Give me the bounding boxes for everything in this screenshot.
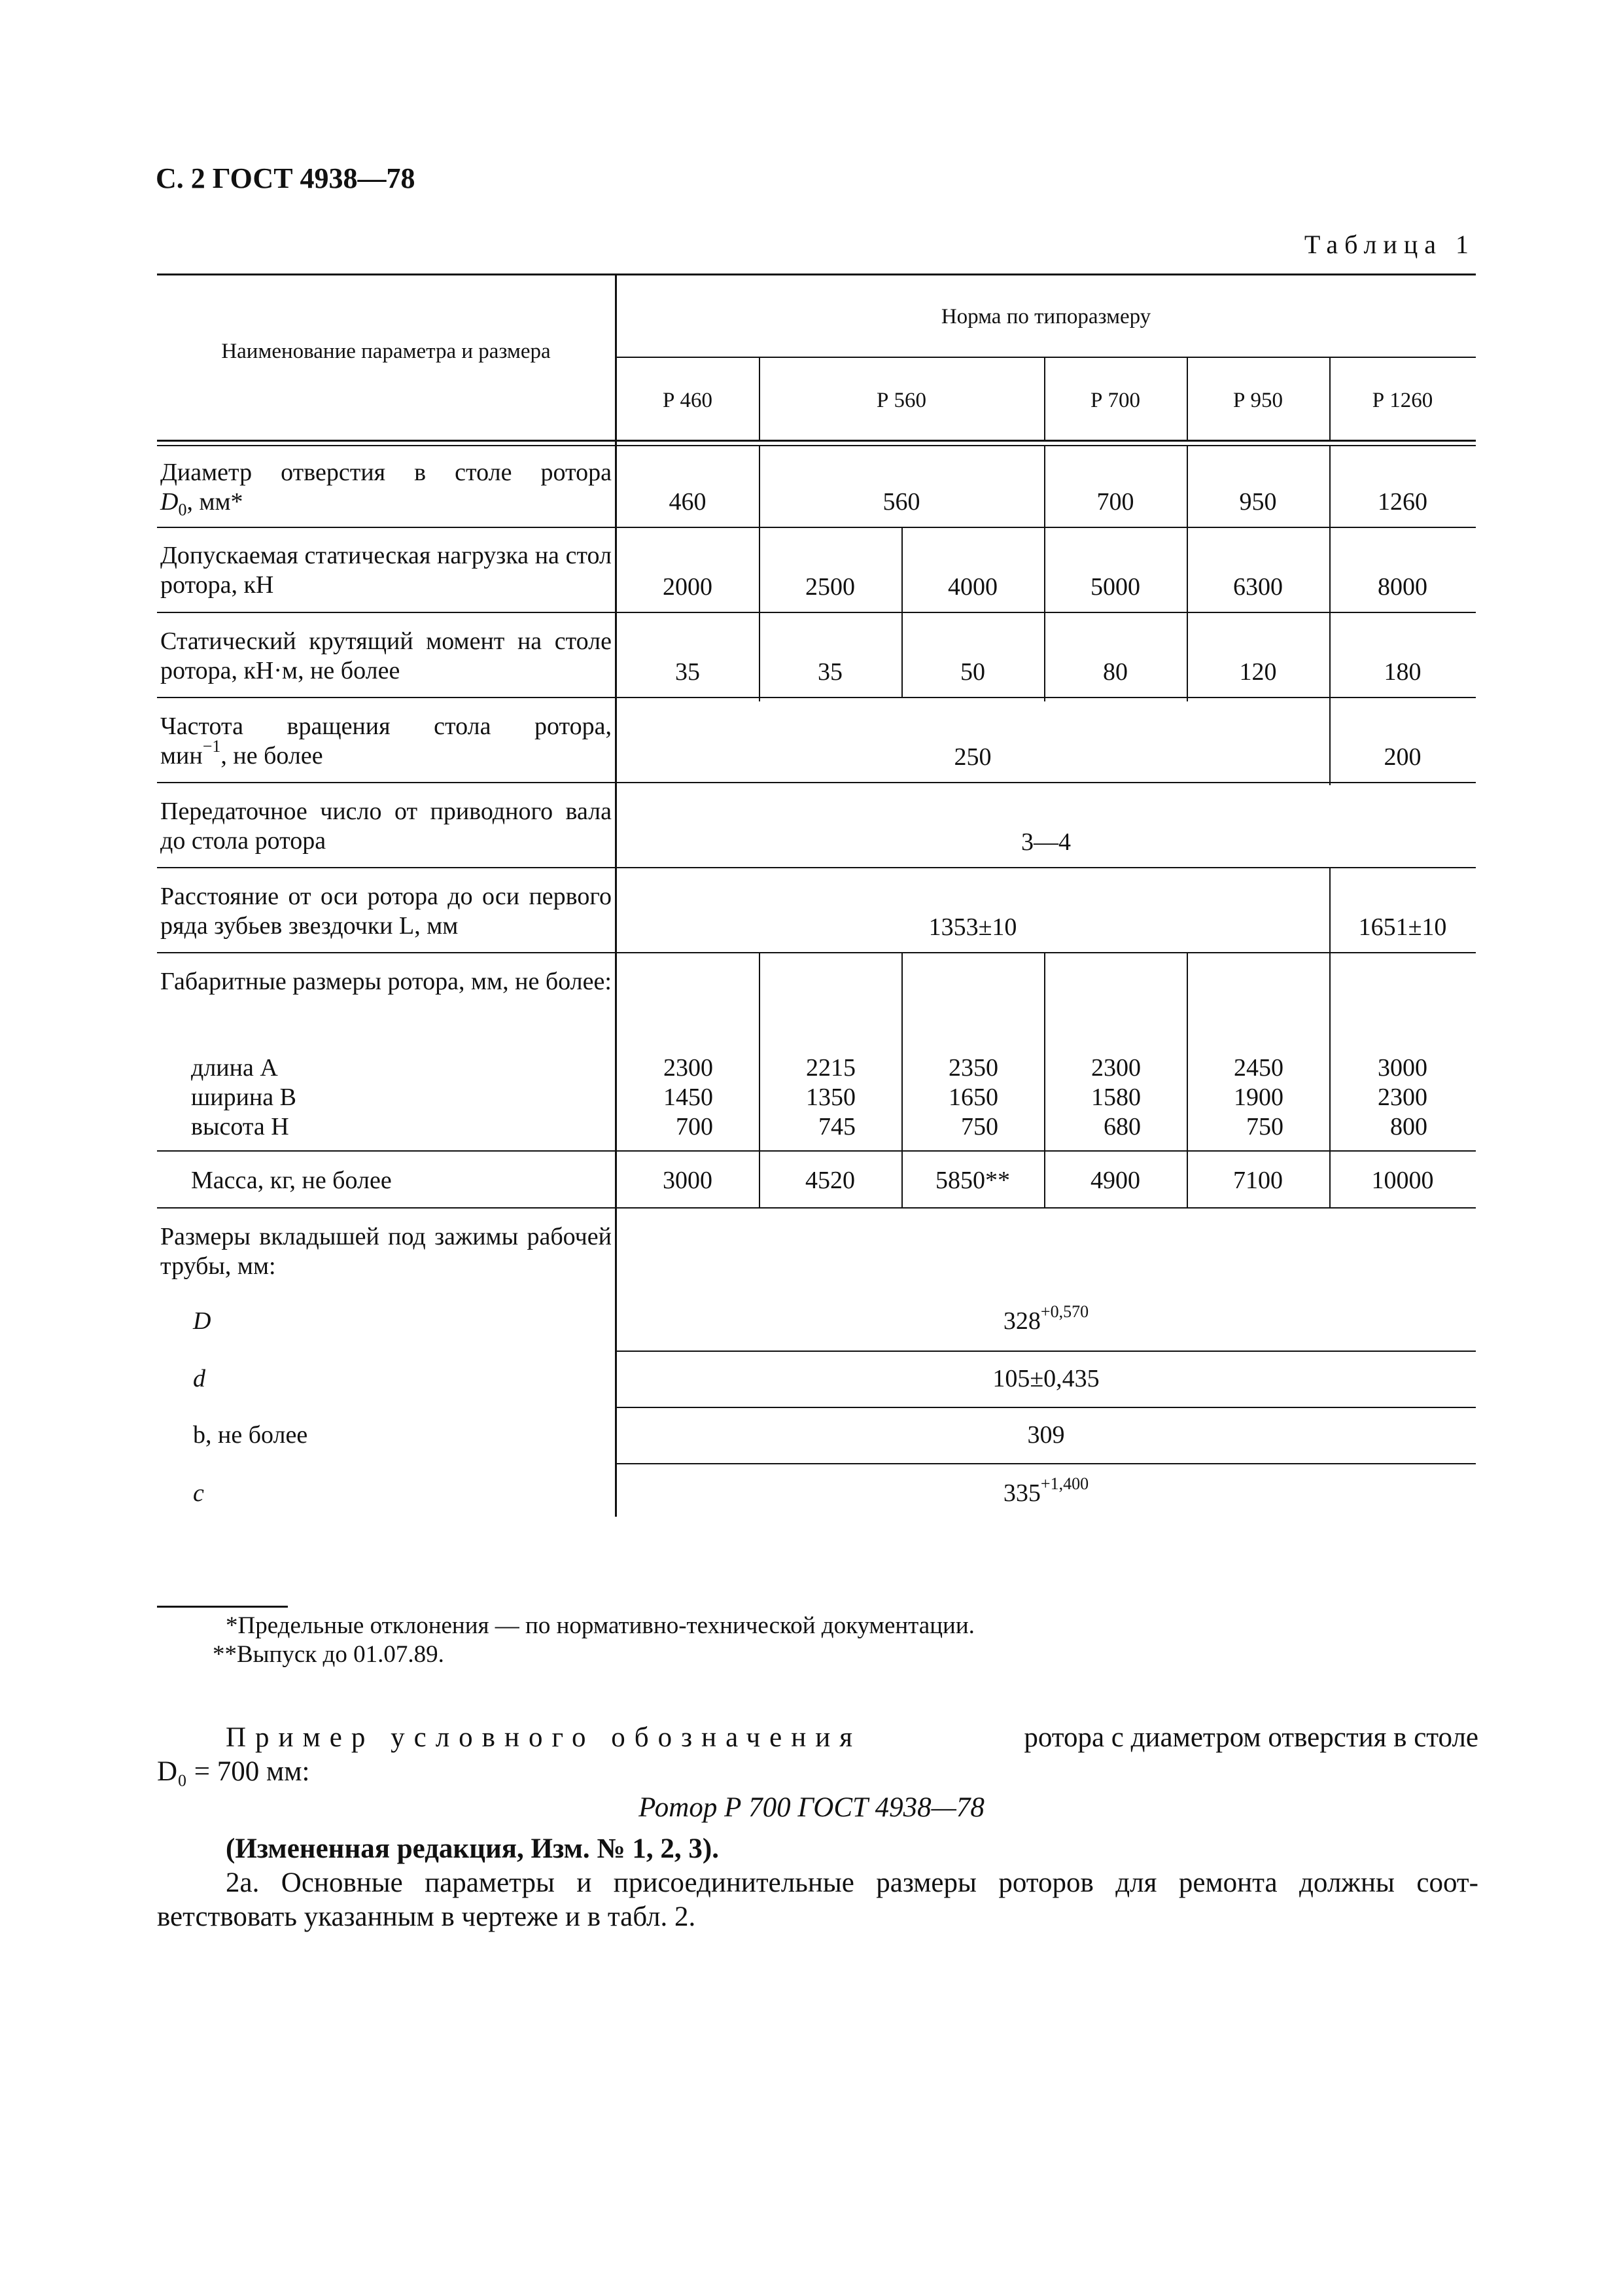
table-cell: 5000	[1091, 573, 1140, 601]
table-cell: 35	[675, 658, 700, 686]
sub-label-length: длина A	[191, 1054, 278, 1082]
table-cell: 700	[1096, 488, 1134, 516]
example-paragraph	[226, 1721, 1478, 1755]
table-cell: 1651±10	[1358, 913, 1447, 941]
table-cell: 2300	[663, 1054, 713, 1082]
liner-label-c: c	[193, 1479, 204, 1507]
table-cell: 80	[1103, 658, 1128, 686]
table-cell: 950	[1239, 488, 1277, 516]
revision-note: (Измененная редакция, Изм. № 1, 2, 3).	[226, 1833, 719, 1864]
table-cell: 2500	[805, 573, 855, 601]
table-cell: 800	[1390, 1113, 1427, 1140]
table-cell: 560	[882, 488, 920, 516]
table-cell: 6300	[1233, 573, 1283, 601]
table-cell: $328^{+0,570}$	[1003, 1302, 1089, 1335]
table-cell: 2300	[1091, 1054, 1141, 1082]
row-name-frequency: Частота вращения стола ротора,	[160, 713, 612, 740]
row-name-distance: Расстояние от оси ротора до оси первого ряда зубьев звездочки L, мм	[160, 883, 612, 940]
type-header: Р 1260	[1372, 389, 1433, 412]
example-line2: D₀ = 700 мм:	[157, 1756, 310, 1787]
row-name-diameter-symbol: $D_0$, мм*	[160, 488, 243, 520]
table-cell: 5850**	[935, 1167, 1010, 1194]
row-name-dimensions: Габаритные размеры ротора, мм, не более:	[160, 968, 612, 995]
table-cell: 35	[818, 658, 843, 686]
table-cell: 250	[954, 743, 992, 771]
table-cell: 105±0,435	[992, 1365, 1100, 1392]
table-cell: 4520	[805, 1167, 855, 1194]
table-cell: 3000	[663, 1167, 712, 1194]
table-cell: 745	[818, 1113, 856, 1140]
page-header: С. 2 ГОСТ 4938—78	[156, 162, 415, 194]
row-name-liners: Размеры вкладышей под зажимы рабочей трубы, мм:	[160, 1223, 612, 1280]
table-caption: Таблица 1	[1304, 230, 1475, 259]
type-header: Р 700	[1090, 389, 1141, 412]
table-cell: 2450	[1234, 1054, 1283, 1082]
row-name-mass: Масса, кг, не более	[191, 1167, 392, 1194]
table-cell: 4900	[1091, 1167, 1140, 1194]
sub-label-width: ширина B	[191, 1084, 296, 1111]
table-cell: 1450	[663, 1084, 713, 1111]
table-cell: 10000	[1371, 1167, 1434, 1194]
liner-label-D: D	[193, 1307, 211, 1335]
type-header: Р 460	[662, 389, 713, 412]
example-text: ротора с диаметром отверстия в столе	[1024, 1722, 1478, 1753]
row-name-ratio: Передаточное число от приводного вала до стола ротора	[160, 798, 612, 855]
table-cell: 7100	[1233, 1167, 1283, 1194]
liner-label-d: d	[193, 1365, 205, 1392]
type-header: Р 560	[876, 389, 927, 412]
table-cell: 750	[1246, 1113, 1283, 1140]
row-name-diameter: Диаметр отверстия в столе ротора	[160, 459, 612, 486]
para-2a-line1: 2а. Основные параметры и присоединительные размеры роторов для ремонта должны соот-	[226, 1867, 1478, 1898]
table-cell: 4000	[948, 573, 998, 601]
table-cell: 200	[1384, 743, 1422, 771]
table-cell: 1260	[1378, 488, 1427, 516]
table-cell: 2000	[663, 573, 712, 601]
table-cell: $335^{+1,400}$	[1003, 1474, 1089, 1507]
table-cell: 680	[1104, 1113, 1141, 1140]
example-designation: Ротор Р 700 ГОСТ 4938—78	[638, 1792, 985, 1823]
table-cell: 3000	[1378, 1054, 1427, 1082]
table-cell: 50	[960, 658, 985, 686]
footnote-divider	[157, 1606, 288, 1608]
param-column-header: Наименование параметра и размера	[221, 340, 551, 363]
table-cell: 3—4	[1021, 828, 1071, 856]
para-2a-line2: ветствовать указанным в чертеже и в табл. 2.	[157, 1901, 696, 1932]
footnote-1: *Предельные отклонения — по нормативно-технической документации.	[226, 1612, 975, 1639]
norm-column-header: Норма по типоразмеру	[941, 305, 1151, 328]
table-cell: 2350	[949, 1054, 998, 1082]
table-cell: 1900	[1234, 1084, 1283, 1111]
table-cell: 460	[669, 488, 707, 516]
table-cell: 120	[1239, 658, 1277, 686]
table-cell: 2215	[806, 1054, 856, 1082]
table-cell: 180	[1384, 658, 1422, 686]
row-name-torque: Статический крутящий момент на столе ротора, кН·м, не более	[160, 627, 612, 684]
type-header: Р 950	[1232, 389, 1283, 412]
sub-label-height: высота H	[191, 1113, 289, 1140]
row-name-frequency-unit: мин$^{-1}$, не более	[160, 737, 323, 769]
table-cell: 700	[676, 1113, 713, 1140]
example-lead: Пример условного обозначения	[226, 1722, 862, 1753]
table-cell: 1350	[806, 1084, 856, 1111]
table-cell: 2300	[1378, 1084, 1427, 1111]
row-name-load: Допускаемая статическая нагрузка на стол ротора, кН	[160, 542, 612, 599]
table-cell: 750	[961, 1113, 998, 1140]
footnote-2: **Выпуск до 01.07.89.	[213, 1641, 444, 1668]
table-cell: 8000	[1378, 573, 1427, 601]
table-cell: 309	[1027, 1421, 1065, 1449]
table-cell: 1650	[949, 1084, 998, 1111]
table-cell: 1580	[1091, 1084, 1141, 1111]
liner-label-b: b, не более	[193, 1421, 308, 1449]
table-cell: 1353±10	[928, 913, 1017, 941]
